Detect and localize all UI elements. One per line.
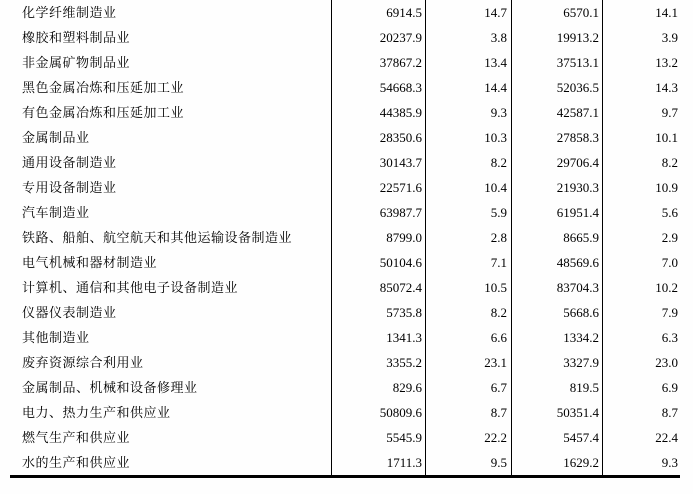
- industry-name-cell: 电力、热力生产和供应业: [10, 400, 332, 425]
- growth-2-cell: 2.9: [661, 230, 678, 245]
- growth-2-cell: 3.9: [661, 30, 678, 45]
- value-1-cell: 44385.9: [332, 100, 426, 125]
- value-2-cell: 3327.9: [512, 350, 603, 375]
- industry-name-cell: 电气机械和器材制造业: [10, 250, 332, 275]
- table-row: [10, 275, 680, 300]
- value-2-cell: 61951.4: [512, 200, 603, 225]
- value-2-cell: 21930.3: [512, 175, 603, 200]
- growth-2-cell: 9.3: [661, 455, 678, 470]
- growth-1-cell: 6.6: [426, 325, 512, 350]
- value-2-cell: 8665.9: [512, 225, 603, 250]
- growth-2-cell: 6.3: [661, 330, 678, 345]
- value-1-cell: 1341.3: [332, 325, 426, 350]
- value-2-cell: 83704.3: [512, 275, 603, 300]
- value-1-cell: 30143.7: [332, 150, 426, 175]
- growth-2-cell: 8.7: [661, 405, 678, 420]
- industry-name-cell: 金属制品、机械和设备修理业: [10, 375, 332, 400]
- table-row: [10, 250, 680, 275]
- growth-2-cell: 14.1: [655, 5, 678, 20]
- value-2-cell: 819.5: [512, 375, 603, 400]
- growth-2-cell: 6.9: [661, 380, 678, 395]
- growth-1-cell: 10.4: [426, 175, 512, 200]
- growth-1-cell: 23.1: [426, 350, 512, 375]
- growth-2-cell: 9.7: [661, 105, 678, 120]
- growth-2-cell: 23.0: [655, 355, 678, 370]
- value-1-cell: 28350.6: [332, 125, 426, 150]
- value-2-cell: 5457.4: [512, 425, 603, 450]
- industry-name-cell: 水的生产和供应业: [10, 450, 332, 475]
- growth-1-cell: 6.7: [426, 375, 512, 400]
- table-row: [10, 400, 680, 425]
- table-row: [10, 225, 680, 250]
- growth-2-cell: 10.2: [655, 280, 678, 295]
- industry-name-cell: 其他制造业: [10, 325, 332, 350]
- growth-1-cell: 5.9: [426, 200, 512, 225]
- value-2-cell: 52036.5: [512, 75, 603, 100]
- value-2-cell: 5668.6: [512, 300, 603, 325]
- value-1-cell: 5735.8: [332, 300, 426, 325]
- value-1-cell: 63987.7: [332, 200, 426, 225]
- growth-1-cell: 8.2: [426, 150, 512, 175]
- value-1-cell: 1711.3: [332, 450, 426, 475]
- table-row: [10, 100, 680, 125]
- industry-name-cell: 黑色金属冶炼和压延加工业: [10, 75, 332, 100]
- growth-1-cell: 9.5: [426, 450, 512, 475]
- growth-2-cell: 10.9: [655, 180, 678, 195]
- growth-1-cell: 8.2: [426, 300, 512, 325]
- table-row: [10, 425, 680, 450]
- table-row: [10, 200, 680, 225]
- industry-name-cell: 燃气生产和供应业: [10, 425, 332, 450]
- value-1-cell: 8799.0: [332, 225, 426, 250]
- value-1-cell: 5545.9: [332, 425, 426, 450]
- value-2-cell: 37513.1: [512, 50, 603, 75]
- growth-2-cell: 13.2: [655, 55, 678, 70]
- industry-name-cell: 汽车制造业: [10, 200, 332, 225]
- industry-name-cell: 通用设备制造业: [10, 150, 332, 175]
- industry-name-cell: 金属制品业: [10, 125, 332, 150]
- value-1-cell: 20237.9: [332, 25, 426, 50]
- value-2-cell: 1629.2: [512, 450, 603, 475]
- growth-1-cell: 8.7: [426, 400, 512, 425]
- growth-1-cell: 10.5: [426, 275, 512, 300]
- value-1-cell: 829.6: [332, 375, 426, 400]
- value-1-cell: 22571.6: [332, 175, 426, 200]
- table-row: [10, 175, 680, 200]
- value-2-cell: 29706.4: [512, 150, 603, 175]
- table-row: [10, 0, 680, 25]
- value-2-cell: 50351.4: [512, 400, 603, 425]
- growth-1-cell: 14.4: [426, 75, 512, 100]
- industry-name-cell: 仪器仪表制造业: [10, 300, 332, 325]
- growth-2-cell: 22.4: [655, 430, 678, 445]
- table-row: [10, 75, 680, 100]
- value-1-cell: 6914.5: [332, 0, 426, 25]
- table-row: [10, 350, 680, 375]
- value-1-cell: 3355.2: [332, 350, 426, 375]
- value-1-cell: 85072.4: [332, 275, 426, 300]
- growth-1-cell: 9.3: [426, 100, 512, 125]
- growth-2-cell: 5.6: [661, 205, 678, 220]
- industry-name-cell: 废弃资源综合利用业: [10, 350, 332, 375]
- value-1-cell: 50104.6: [332, 250, 426, 275]
- table-row: [10, 450, 680, 475]
- value-2-cell: 1334.2: [512, 325, 603, 350]
- growth-1-cell: 3.8: [426, 25, 512, 50]
- table-row: [10, 375, 680, 400]
- value-2-cell: 6570.1: [512, 0, 603, 25]
- table-row: [10, 150, 680, 175]
- growth-1-cell: 10.3: [426, 125, 512, 150]
- table-row: [10, 25, 680, 50]
- growth-2-cell: 10.1: [655, 130, 678, 145]
- growth-1-cell: 14.7: [426, 0, 512, 25]
- growth-2-cell: 8.2: [661, 155, 678, 170]
- growth-1-cell: 7.1: [426, 250, 512, 275]
- industry-name-cell: 铁路、船舶、航空航天和其他运输设备制造业: [10, 225, 332, 250]
- table-bottom-border: [10, 475, 680, 478]
- industry-statistics-table: [10, 0, 680, 478]
- table-row: [10, 50, 680, 75]
- value-2-cell: 19913.2: [512, 25, 603, 50]
- industry-name-cell: 专用设备制造业: [10, 175, 332, 200]
- growth-1-cell: 2.8: [426, 225, 512, 250]
- growth-2-cell: 14.3: [655, 80, 678, 95]
- growth-2-cell: 7.9: [661, 305, 678, 320]
- value-1-cell: 54668.3: [332, 75, 426, 100]
- value-2-cell: 48569.6: [512, 250, 603, 275]
- growth-1-cell: 22.2: [426, 425, 512, 450]
- industry-name-cell: 有色金属冶炼和压延加工业: [10, 100, 332, 125]
- table-body: [10, 0, 680, 475]
- value-1-cell: 50809.6: [332, 400, 426, 425]
- industry-name-cell: 橡胶和塑料制品业: [10, 25, 332, 50]
- value-2-cell: 42587.1: [512, 100, 603, 125]
- industry-name-cell: 计算机、通信和其他电子设备制造业: [10, 275, 332, 300]
- industry-name-cell: 非金属矿物制品业: [10, 50, 332, 75]
- growth-2-cell: 7.0: [661, 255, 678, 270]
- value-1-cell: 37867.2: [332, 50, 426, 75]
- value-2-cell: 27858.3: [512, 125, 603, 150]
- industry-name-cell: 化学纤维制造业: [10, 0, 332, 25]
- table-row: [10, 325, 680, 350]
- table-row: [10, 125, 680, 150]
- growth-1-cell: 13.4: [426, 50, 512, 75]
- table-row: [10, 300, 680, 325]
